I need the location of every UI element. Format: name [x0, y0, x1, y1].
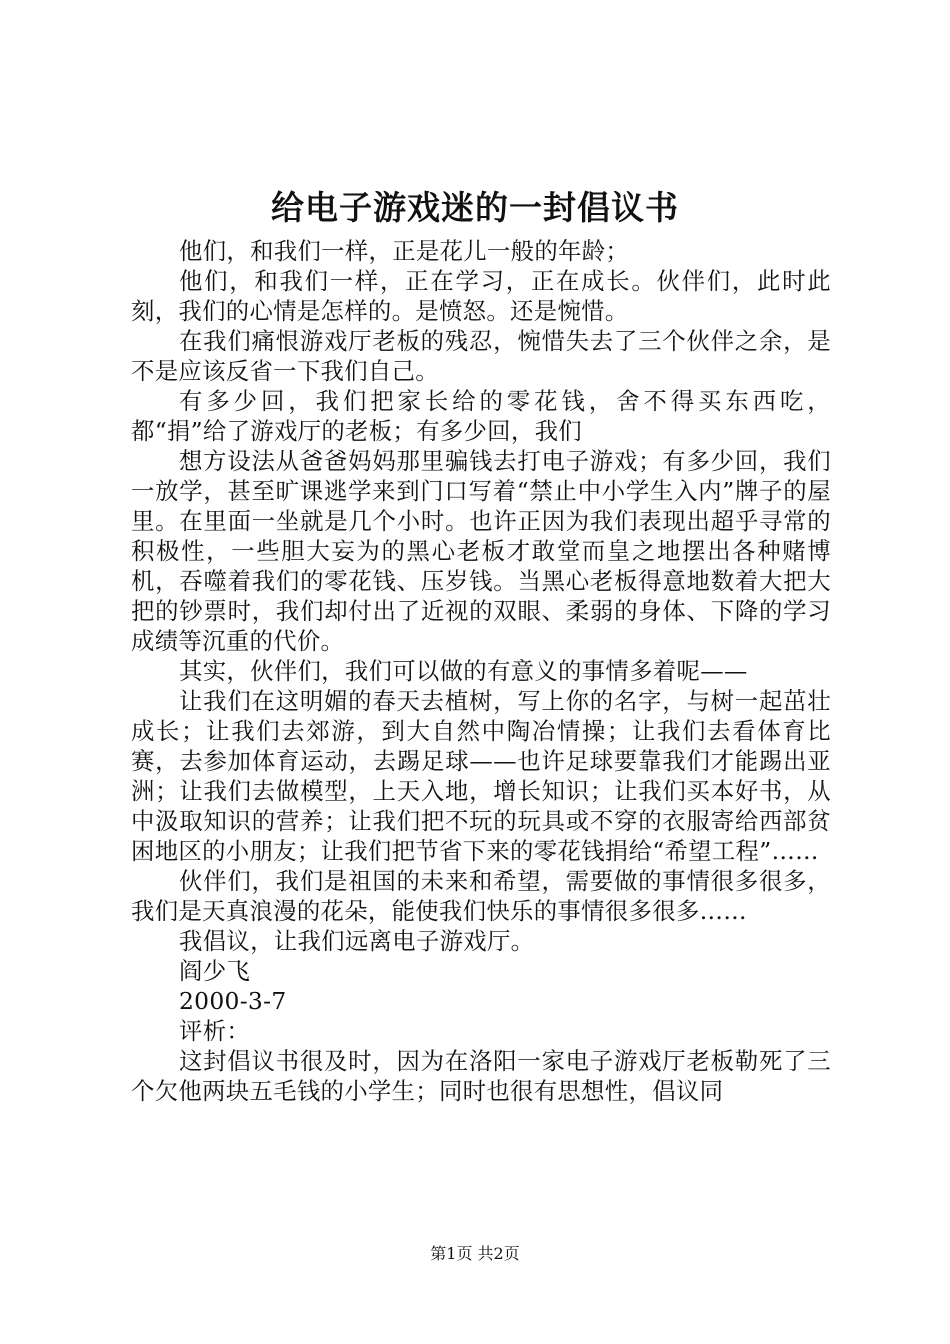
proposal-line: 我倡议，让我们远离电子游戏厅。 — [179, 927, 535, 955]
author-name: 阎少飞 — [179, 957, 251, 985]
document-title: 给电子游戏迷的一封倡议书 — [271, 188, 679, 227]
document-date: 2000-3-7 — [179, 987, 287, 1015]
commentary-paragraph: 这封倡议书很及时，因为在洛阳一家电子游戏厅老板勒死了三个欠他两块五毛钱的小学生；同时也很有思想性，倡议同 — [131, 1047, 831, 1105]
page-footer: 第1页 共2页 — [430, 1244, 520, 1263]
document-body — [131, 236, 831, 1106]
paragraph: 在我们痛恨游戏厅老板的残忍，惋惜失去了三个伙伴之余，是不是应该反省一下我们自己。 — [131, 327, 831, 385]
paragraph: 他们，和我们一样，正是花儿一般的年龄； — [179, 237, 630, 265]
paragraph: 想方设法从爸爸妈妈那里骗钱去打电子游戏；有多少回，我们一放学，甚至旷课逃学来到门口写着“禁止中小学生入内”牌子的屋里。在里面一坐就是几个小时。也许正因为我们表现出超乎寻常的积极性，一些胆大妄为的黑心老板才敢堂而皇之地摆出各种赌博机，吞噬着我们的零花钱、压岁钱。当黑心老板得意地数着大把大把的钞票时，我们却付出了近视的双眼、柔弱的身体、下降的学习成绩等沉重的代价。 — [131, 447, 831, 655]
paragraph: 他们，和我们一样，正在学习，正在成长。伙伴们，此时此刻，我们的心情是怎样的。是愤怒。还是惋惜。 — [131, 267, 831, 325]
paragraph: 伙伴们，我们是祖国的未来和希望，需要做的事情很多很多，我们是天真浪漫的花朵，能使我们快乐的事情很多很多…… — [131, 867, 831, 925]
paragraph: 让我们在这明媚的春天去植树，写上你的名字，与树一起茁壮成长；让我们去郊游，到大自然中陶冶情操；让我们去看体育比赛，去参加体育运动，去踢足球——也许足球要靠我们才能踢出亚洲；让我们去做模型，上天入地，增长知识；让我们买本好书，从中汲取知识的营养；让我们把不玩的玩具或不穿的衣服寄给西部贫困地区的小朋友；让我们把节省下来的零花钱捐给“希望工程”…… — [131, 687, 831, 865]
paragraph: 其实，伙伴们，我们可以做的有意义的事情多着呢—— — [179, 657, 748, 685]
paragraph: 有多少回，我们把家长给的零花钱，舍不得买东西吃，都“捐”给了游戏厅的老板；有多少回，我们 — [131, 387, 831, 445]
commentary-heading: 评析： — [179, 1017, 251, 1045]
